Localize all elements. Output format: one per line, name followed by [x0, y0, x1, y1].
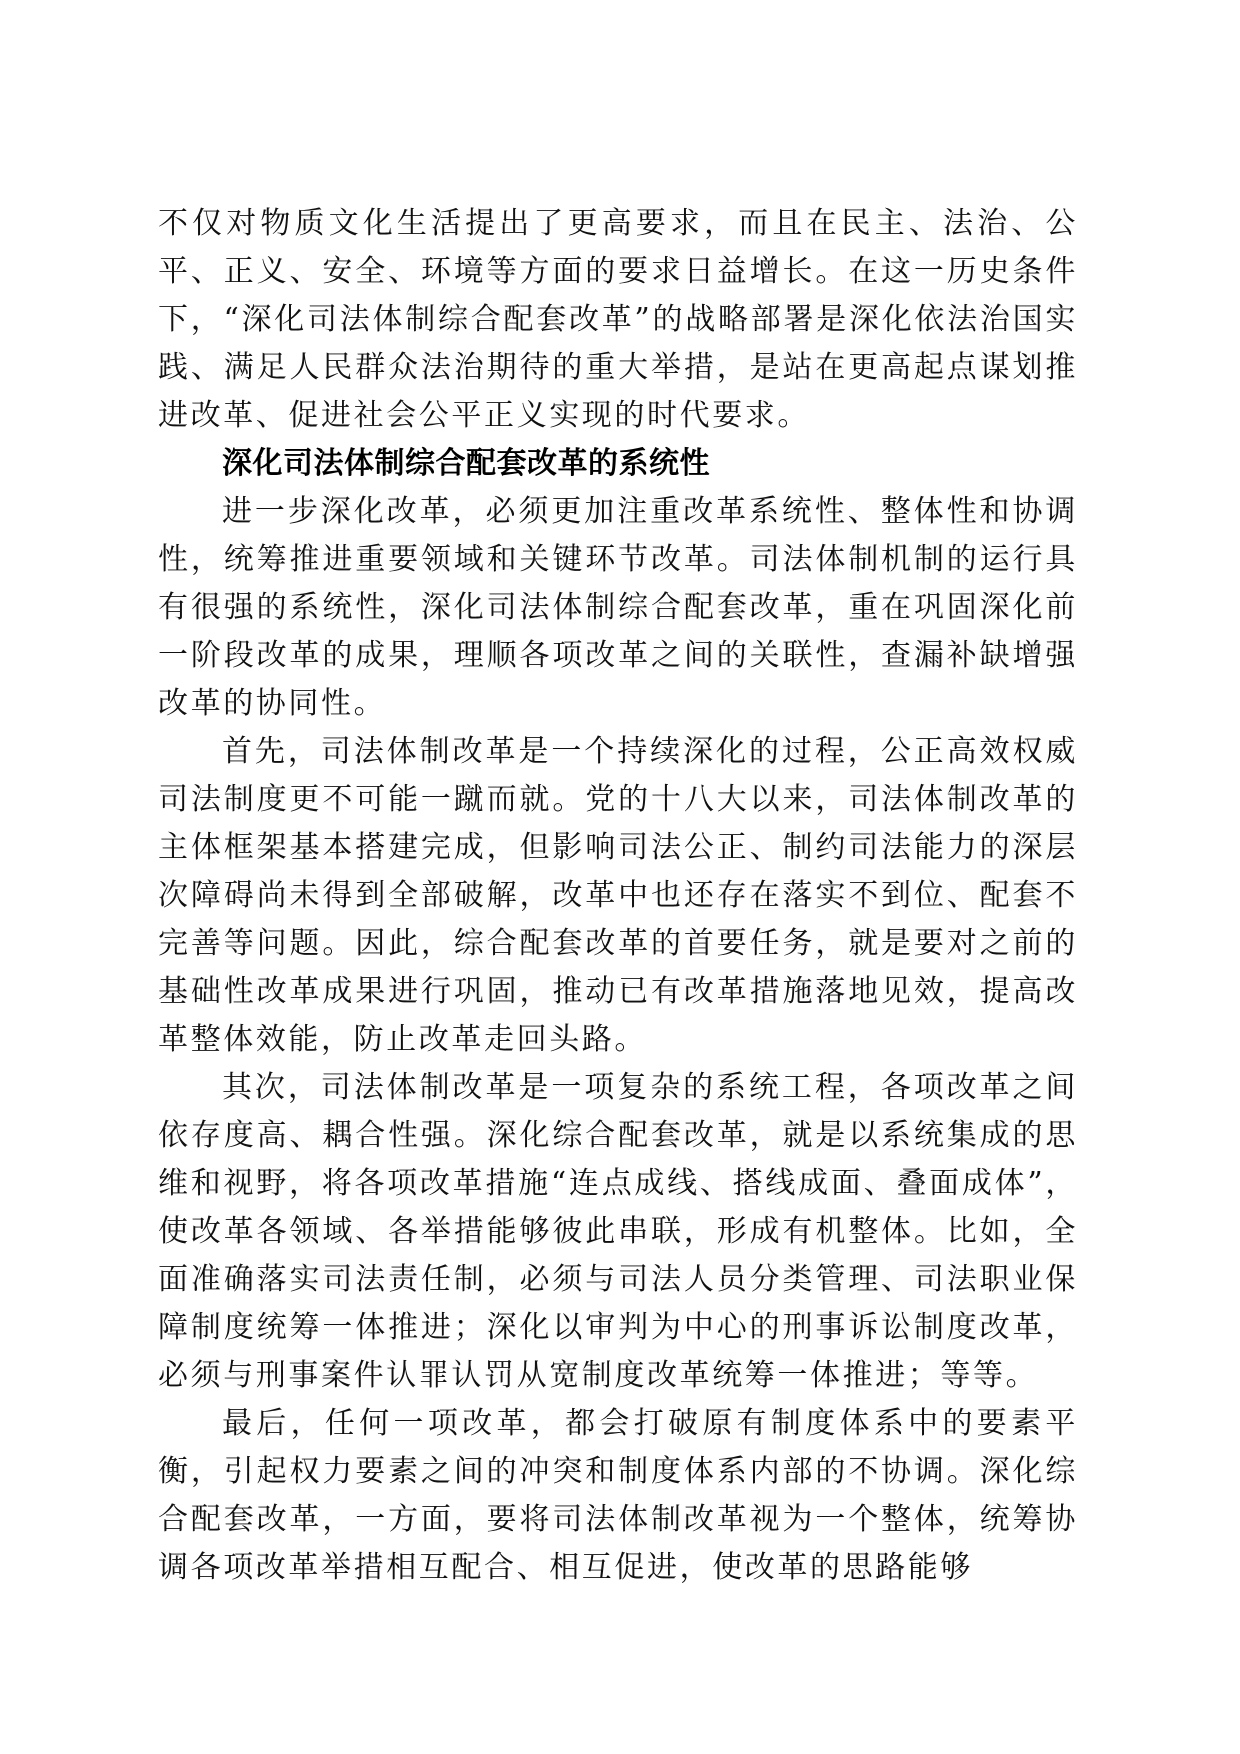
paragraph-systematic: 进一步深化改革，必须更加注重改革系统性、整体性和协调性，统筹推进重要领域和关键环节改革。司法体制机制的运行具有很强的系统性，深化司法体制综合配套改革，重在巩固深化前一阶段改革的成果，理顺各项改革之间的关联性，查漏补缺增强改革的协同性。: [158, 494, 1078, 721]
paragraph-second: 其次，司法体制改革是一项复杂的系统工程，各项改革之间依存度高、耦合性强。深化综合配套改革，就是以系统集成的思维和视野，将各项改革措施“连点成线、搭线成面、叠面成体”，使改革各领域、各举措能够彼此串联，形成有机整体。比如，全面准确落实司法责任制，必须与司法人员分类管理、司法职业保障制度统筹一体推进；深化以审判为中心的刑事诉讼制度改革，必须与刑事案件认罪认罚从宽制度改革统筹一体推进；等等。: [158, 1070, 1078, 1393]
paragraph-intro-continuation: 不仅对物质文化生活提出了更高要求，而且在民主、法治、公平、正义、安全、环境等方面的要求日益增长。在这一历史条件下，“深化司法体制综合配套改革”的战略部署是深化依法治国实践、满足人民群众法治期待的重大举措，是站在更高起点谋划推进改革、促进社会公平正义实现的时代要求。: [158, 206, 1078, 433]
paragraph-first: 首先，司法体制改革是一个持续深化的过程，公正高效权威司法制度更不可能一蹴而就。党的十八大以来，司法体制改革的主体框架基本搭建完成，但影响司法公正、制约司法能力的深层次障碍尚未得到全部破解，改革中也还存在落实不到位、配套不完善等问题。因此，综合配套改革的首要任务，就是要对之前的基础性改革成果进行巩固，推动已有改革措施落地见效，提高改革整体效能，防止改革走回头路。: [158, 734, 1078, 1057]
paragraph-last: 最后，任何一项改革，都会打破原有制度体系中的要素平衡，引起权力要素之间的冲突和制度体系内部的不协调。深化综合配套改革，一方面，要将司法体制改革视为一个整体，统筹协调各项改革举措相互配合、相互促进，使改革的思路能够: [158, 1406, 1078, 1585]
section-heading: 深化司法体制综合配套改革的系统性: [222, 446, 710, 481]
document-body: [158, 200, 1078, 1592]
